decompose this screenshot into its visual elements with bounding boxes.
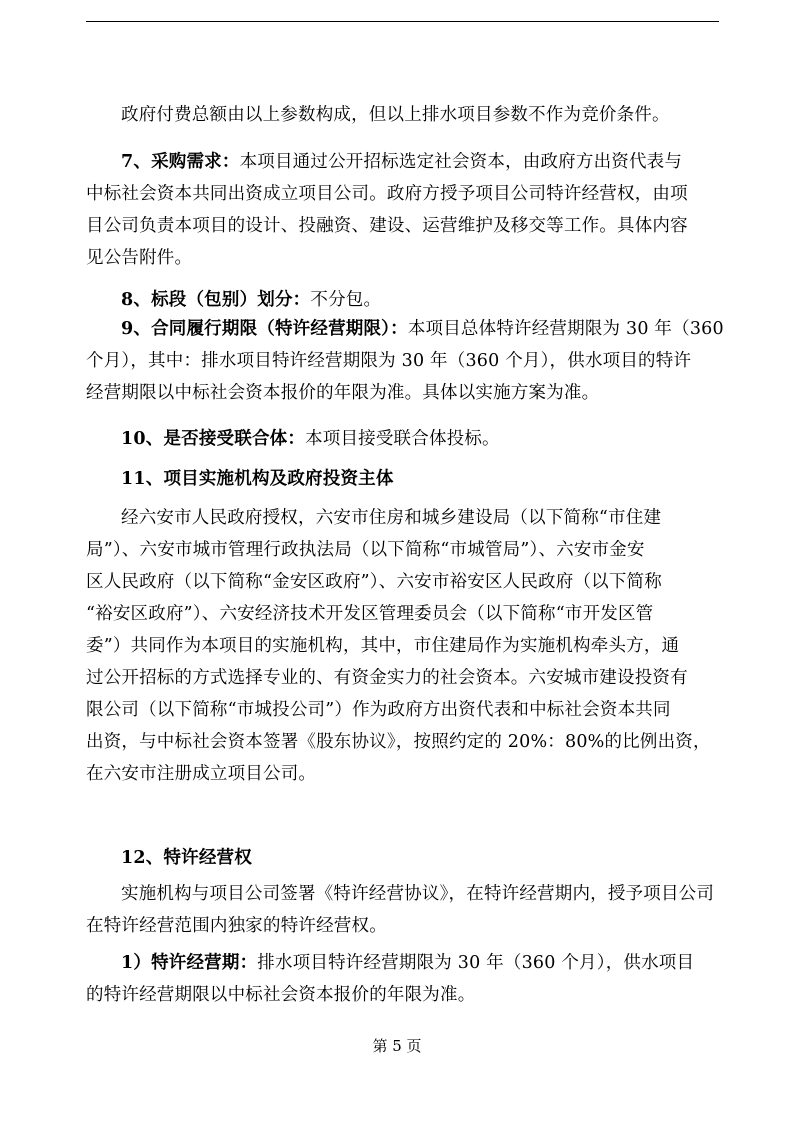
page-number: 第 5 页 xyxy=(372,1037,422,1055)
text-line xyxy=(86,730,711,754)
section-heading: 12、特许经营权 xyxy=(121,848,252,868)
text-line xyxy=(121,150,682,174)
section-heading: 8、标段（包别）划分： xyxy=(121,290,311,310)
body-text: 本项目通过公开招标选定社会资本，由政府方出资代表与 xyxy=(239,152,683,172)
text-line xyxy=(86,214,688,238)
body-text: 本项目接受联合体投标。 xyxy=(305,429,500,449)
text-line xyxy=(121,467,394,491)
body-text: 经六安市人民政府授权，六安市住房和城乡建设局（以下简称“市住建 xyxy=(121,508,662,528)
body-text: 的特许经营期限以中标社会资本报价的年限为准。 xyxy=(86,985,476,1005)
text-line xyxy=(86,381,599,405)
body-text: 排水项目特许经营期限为 30 年（360 个月），供水项目 xyxy=(257,953,695,973)
body-text: 不分包。 xyxy=(310,290,382,310)
section-heading: 9、合同履行期限（特许经营期限）： xyxy=(121,319,408,339)
text-line xyxy=(86,182,688,206)
body-text: 在特许经营范围内独家的特许经营权。 xyxy=(86,916,387,936)
body-text: 在六安市注册成立项目公司。 xyxy=(86,764,317,784)
text-line xyxy=(86,570,662,594)
text-line xyxy=(121,317,724,341)
text-line xyxy=(86,538,645,562)
body-text: “裕安区政府”）、六安经济技术开发区管理委员会（以下简称“市开发区管 xyxy=(86,604,654,624)
section-heading: 1）特许经营期： xyxy=(121,953,258,973)
text-line xyxy=(121,951,694,975)
body-text: 委”）共同作为本项目的实施机构，其中，市住建局作为实施机构牵头方，通 xyxy=(86,636,680,656)
body-text: 过公开招标的方式选择专业的、有资金实力的社会资本。六安城市建设投资有 xyxy=(86,668,688,688)
header-rule xyxy=(86,21,719,22)
section-heading: 10、是否接受联合体： xyxy=(121,429,306,449)
text-line xyxy=(86,914,387,938)
body-text: 个月），其中：排水项目特许经营期限为 30 年（360 个月），供水项目的特许 xyxy=(86,351,692,371)
text-line xyxy=(86,246,192,270)
section-heading: 7、采购需求： xyxy=(121,152,240,172)
body-text: 本项目总体特许经营期限为 30 年（360 xyxy=(407,319,724,339)
body-text: 目公司负责本项目的设计、投融资、建设、运营维护及移交等工作。具体内容 xyxy=(86,216,688,236)
text-line xyxy=(121,427,500,451)
text-line xyxy=(121,103,670,127)
body-text: 实施机构与项目公司签署《特许经营协议》，在特许经营期内，授予项目公司 xyxy=(121,884,715,904)
section-heading: 11、项目实施机构及政府投资主体 xyxy=(121,469,394,489)
body-text: 中标社会资本共同出资成立项目公司。政府方授予项目公司特许经营权，由项 xyxy=(86,184,688,204)
text-line xyxy=(121,882,714,906)
body-text: 局”）、六安市城市管理行政执法局（以下简称“市城管局”）、六安市金安 xyxy=(86,540,645,560)
text-line xyxy=(86,983,475,1007)
body-text: 出资，与中标社会资本签署《股东协议》，按照约定的 20%：80%的比例出资， xyxy=(86,732,711,752)
text-line xyxy=(121,288,381,312)
text-line xyxy=(86,762,316,786)
text-line xyxy=(121,846,252,870)
text-line xyxy=(86,634,679,658)
body-text: 政府付费总额由以上参数构成，但以上排水项目参数不作为竞价条件。 xyxy=(121,105,670,125)
text-line xyxy=(86,666,688,690)
body-text: 区人民政府（以下简称“金安区政府”）、六安市裕安区人民政府（以下简称 xyxy=(86,572,662,592)
text-line xyxy=(86,349,691,373)
body-text: 见公告附件。 xyxy=(86,248,193,268)
body-text: 限公司（以下简称“市城投公司”）作为政府方出资代表和中标社会资本共同 xyxy=(86,700,671,720)
body-text: 经营期限以中标社会资本报价的年限为准。具体以实施方案为准。 xyxy=(86,383,600,403)
text-line xyxy=(86,698,671,722)
text-line xyxy=(86,602,653,626)
text-line xyxy=(121,506,661,530)
